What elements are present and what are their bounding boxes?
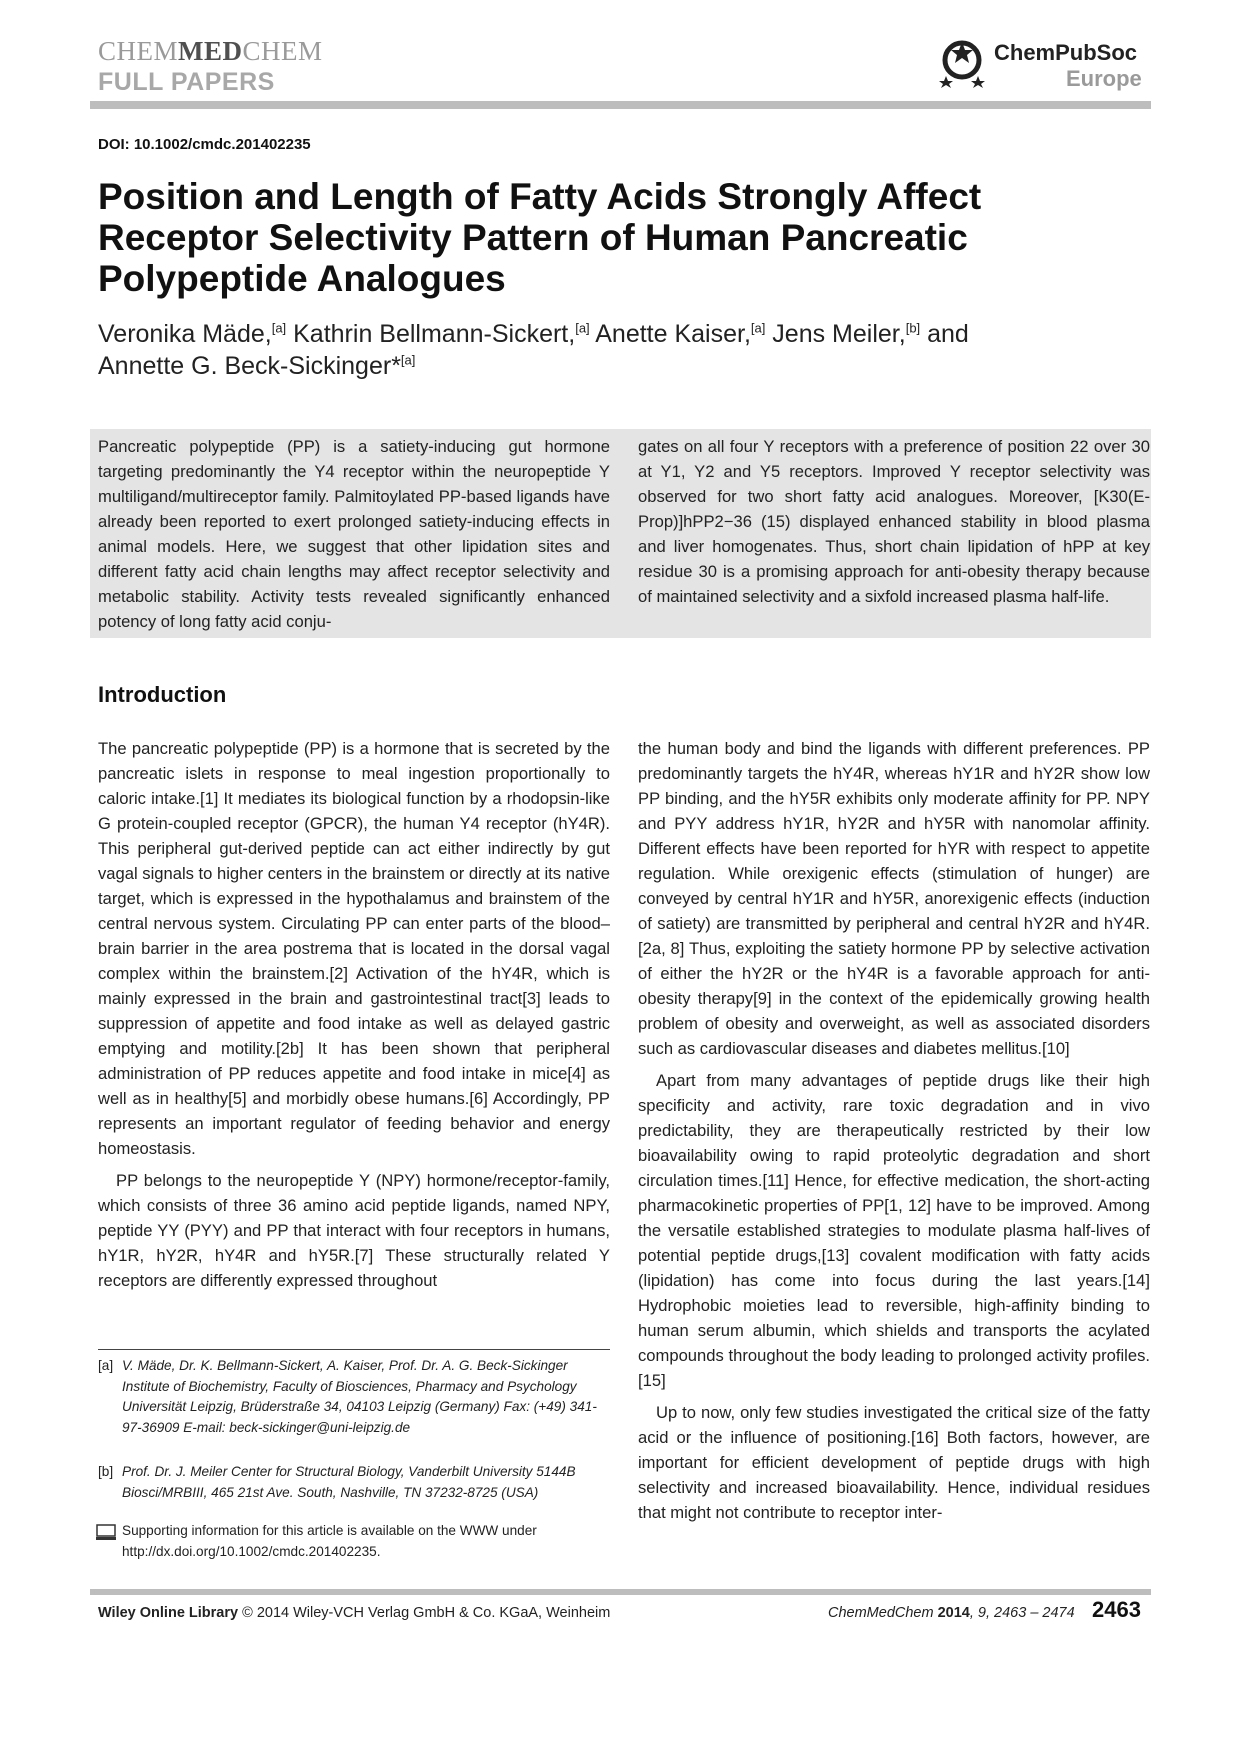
author-3-aff: [a]	[750, 320, 766, 336]
author-and: and	[920, 320, 969, 348]
publisher-line1: ChemPubSoc	[994, 40, 1138, 65]
journal-part3: CHEM	[242, 36, 323, 66]
author-5: Annette G. Beck-Sickinger*	[98, 352, 401, 380]
supporting-info	[98, 1521, 610, 1562]
author-3: Anette Kaiser,	[589, 320, 751, 348]
footnote-b-label: [b]	[98, 1464, 114, 1479]
footnote-b	[98, 1462, 610, 1503]
author-5-aff: [a]	[400, 352, 416, 368]
intro-paragraph-3: the human body and bind the ligands with different preferences. PP predominantly targets the hY4R, whereas hY1R and hY2R show low PP binding, and the hY5R exhibits only moderate affinity for PP. NPY and PYY address hY1R, hY2R and hY5R with nanomolar affinity. Different effects have been reported for hYR with respect to appetite regulation. While orexigenic effects (stimulation of hunger) are conveyed by central hY1R and hY5R, anorexigenic effects (induction of satiety) are transmitted by peripheral and central hY2R and hY4R.[2a, 8] Thus, exploiting the satiety hormone PP by selective activation of either the hY2R or the hY4R is a favorable approach for anti-obesity therapy[9] in the context of the epidemically growing health problem of obesity and overweight, as well as associated disorders such as cardiovascular diseases and diabetes mellitus.[10]	[638, 739, 1150, 1058]
copyright: © 2014 Wiley-VCH Verlag GmbH & Co. KGaA, Weinheim	[238, 1605, 611, 1621]
citation-journal: ChemMedChem	[828, 1605, 934, 1621]
section-type: FULL PAPERS	[98, 68, 275, 96]
publisher-line2: Europe	[1066, 66, 1142, 91]
journal-name	[98, 36, 323, 67]
citation-year: 2014	[933, 1605, 970, 1621]
footer-rule	[90, 1589, 1151, 1595]
author-2: Kathrin Bellmann-Sickert,	[286, 320, 576, 348]
chempubsoc-logo-icon	[938, 36, 988, 88]
author-4: Jens Meiler,	[765, 320, 906, 348]
body-column-1	[98, 736, 610, 1300]
header-rule	[90, 101, 1151, 109]
doi: DOI: 10.1002/cmdc.201402235	[98, 136, 311, 153]
supporting-info-text: Supporting information for this article is available on the WWW under http://dx.doi.org/10.1002/cmdc.201402235.	[122, 1523, 537, 1559]
page-number: 2463	[1092, 1597, 1141, 1622]
abstract-column-2: gates on all four Y receptors with a preference of position 22 over 30 at Y1, Y2 and Y5 receptors. Improved Y receptor selectivity was observed for two short fatty acid analogues. Moreover, [K30(E-Prop)]hPP2−36 (15) displayed enhanced stability in blood plasma and liver homogenates. Thus, short chain lipidation of hPP at key residue 30 is a promising approach for anti-obesity therapy because of maintained selectivity and a sixfold increased plasma half-life.	[638, 437, 1150, 606]
author-1-aff: [a]	[271, 320, 287, 336]
library-link[interactable]: Wiley Online Library	[98, 1605, 239, 1621]
article-title: Position and Length of Fatty Acids Strongly Affect Receptor Selectivity Pattern of Human Pancreatic Polypeptide Analogues	[98, 176, 982, 299]
intro-paragraph-5: Up to now, only few studies investigated the critical size of the fatty acid or the influence of positioning.[16] Both factors, however, are important for efficient development of peptide drugs with high selectivity and increased bioavailability. Hence, individual residues that might not contribute to receptor inter-	[638, 1403, 1150, 1522]
citation-rest: , 9, 2463 – 2474	[969, 1605, 1075, 1621]
journal-part1: CHEM	[98, 36, 179, 66]
footnote-a	[98, 1356, 610, 1438]
footer-left	[98, 1605, 610, 1621]
intro-paragraph-2: PP belongs to the neuropeptide Y (NPY) hormone/receptor-family, which consists of three 36 amino acid peptide ligands, named NPY, peptide YY (PYY) and PP that interact with four receptors in humans, hY1R, hY2R, hY4R and hY5R.[7] These structurally related Y receptors are differently expressed throughout	[98, 1171, 610, 1290]
intro-paragraph-4: Apart from many advantages of peptide drugs like their high specificity and activity, rare toxic degradation and in vivo predictability, they are therapeutically restricted by their low bioavailability owing to rapid proteolytic degradation and short circulation times.[11] Hence, for effective medication, the short-acting pharmacokinetic properties of PP[1, 12] have to be improved. Among the versatile established strategies to modulate plasma half-lives of potential peptide drugs,[13] covalent modification with fatty acids (lipidation) has come into focus during the last years.[14] Hydrophobic moieties lead to reversible, high-affinity binding to human serum albumin, which shields and transports the acylated compounds throughout the body leading to prolonged activity profiles.[15]	[638, 1071, 1150, 1390]
footnote-rule	[98, 1349, 610, 1350]
footer-citation	[828, 1605, 1075, 1621]
abstract-column-1: Pancreatic polypeptide (PP) is a satiety-inducing gut hormone targeting predominantly the Y4 receptor within the neuropeptide Y multiligand/multireceptor family. Palmitoylated PP-based ligands have already been reported to exert prolonged satiety-inducing effects in animal models. Here, we suggest that other lipidation sites and different fatty acid chain lengths may affect receptor selectivity and metabolic stability. Activity tests revealed significantly enhanced potency of long fatty acid conju-	[98, 437, 610, 631]
journal-part2: MED	[178, 36, 243, 66]
footnote-a-text: V. Mäde, Dr. K. Bellmann-Sickert, A. Kaiser, Prof. Dr. A. G. Beck-Sickinger Institute of Biochemistry, Faculty of Biosciences, Pharmacy and Psychology Universität Leipzig, Brüderstraße 34, 04103 Leipzig (Germany) Fax: (+49) 341-97-36909 E-mail: beck-sickinger@uni-leipzig.de	[122, 1358, 597, 1435]
section-heading-introduction: Introduction	[98, 682, 227, 707]
author-1: Veronika Mäde,	[98, 320, 272, 348]
author-list	[98, 318, 1118, 382]
footnote-a-label: [a]	[98, 1358, 114, 1373]
body-column-2	[638, 736, 1150, 1532]
footnote-b-text: Prof. Dr. J. Meiler Center for Structural Biology, Vanderbilt University 5144B Biosci/MRBIII, 465 21st Ave. South, Nashville, TN 37232-8725 (USA)	[122, 1464, 576, 1500]
author-2-aff: [a]	[575, 320, 590, 336]
author-4-aff: [b]	[905, 320, 921, 336]
intro-paragraph-1: The pancreatic polypeptide (PP) is a hormone that is secreted by the pancreatic islets in response to meal ingestion proportionally to caloric intake.[1] It mediates its biological function by a rhodopsin-like G protein-coupled receptor (GPCR), the human Y4 receptor (hY4R). This peripheral gut-derived peptide can act either indirectly by gut vagal signals to higher centers in the brainstem or directly at its native target, which is expressed in the hypothalamus and brainstem of the central nervous system. Circulating PP can enter parts of the blood–brain barrier in the area postrema that is located in the dorsal vagal complex within the brainstem.[2] Activation of the hY4R, which is mainly expressed in the brain and gastrointestinal tract[3] leads to suppression of appetite and food intake as well as delayed gastric emptying and motility.[2b] It has been shown that peripheral administration of PP reduces appetite and food intake in mice[4] as well as in healthy[5] and morbidly obese humans.[6] Accordingly, PP represents an important regulator of feeding behavior and energy homeostasis.	[98, 739, 610, 1158]
